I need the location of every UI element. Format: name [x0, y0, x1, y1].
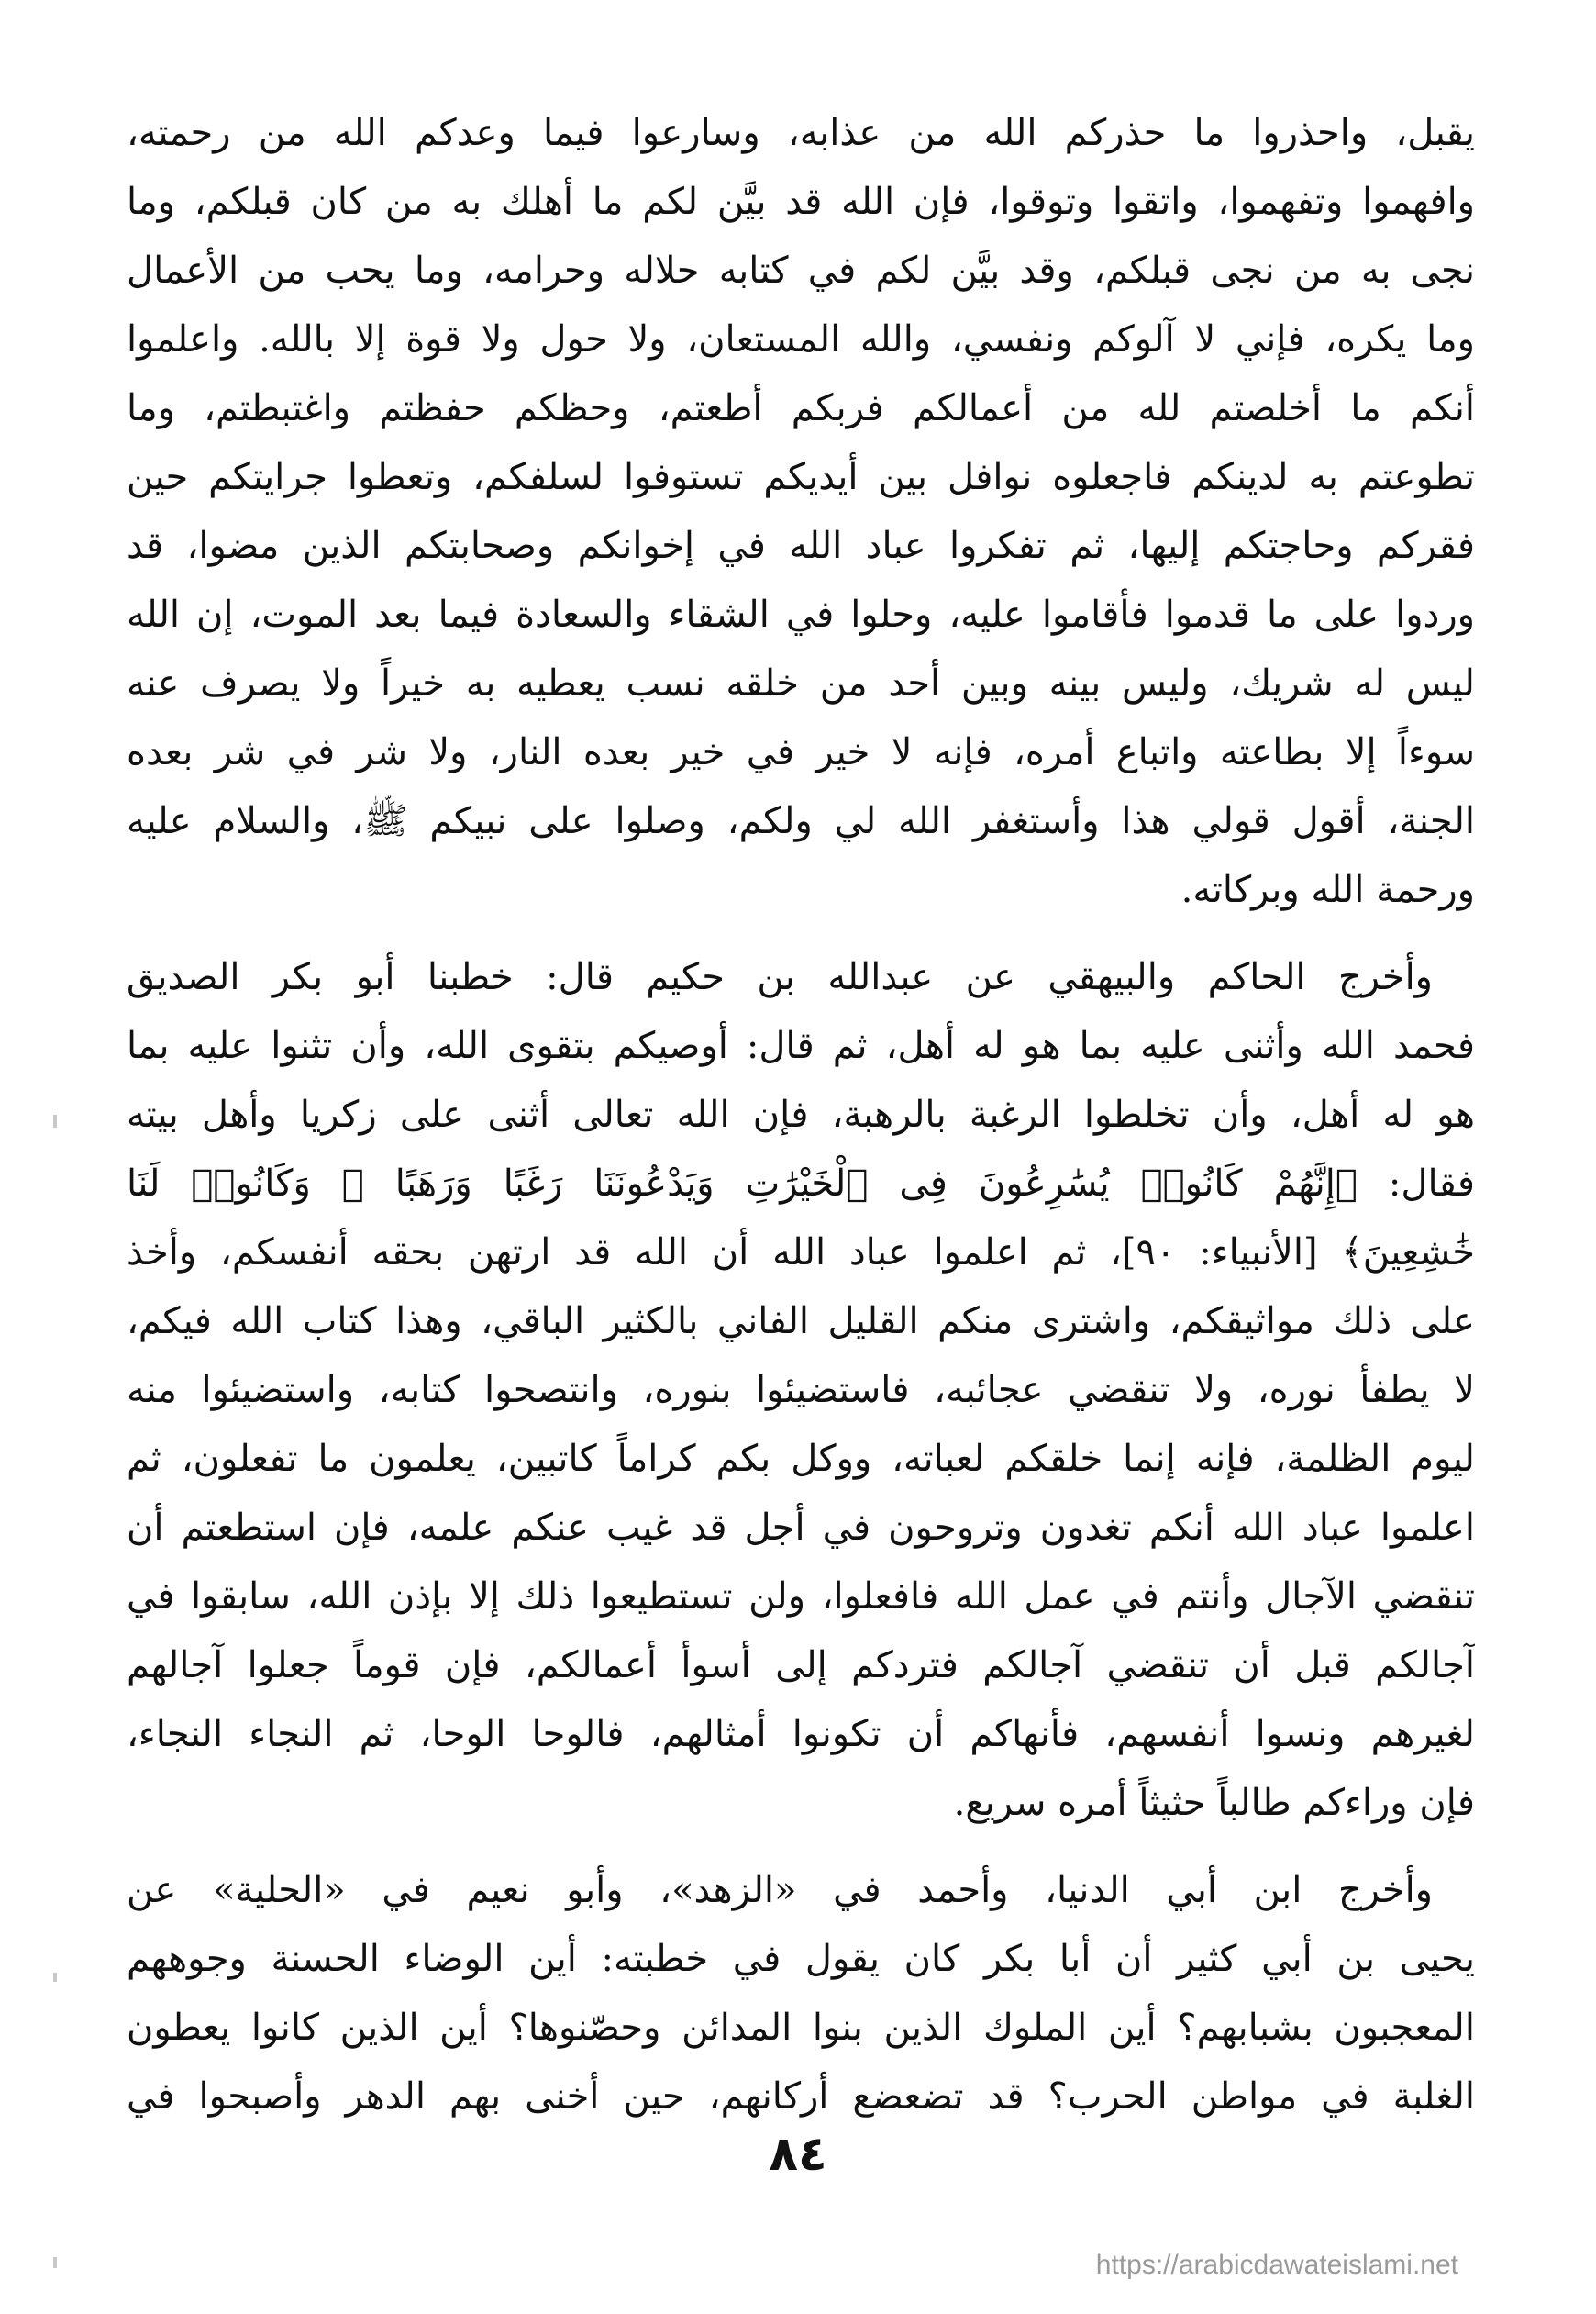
text-line: أنكم ما أخلصتم لله من أعمالكم فربكم أطعتم، وحظكم حفظتم واغتبطتم، وما	[127, 387, 1475, 429]
text-line: تطوعتم به لدينكم فاجعلوه نوافل بين أيديكم تستوفوا لسلفكم، وتعطوا جرايتكم حين	[127, 456, 1475, 498]
scan-margin-mark	[53, 1973, 57, 1982]
scan-margin-mark	[53, 1115, 57, 1128]
text-line: لغيرهم ونسوا أنفسهم، فأنهاكم أن تكونوا أمثالهم، فالوحا الوحا، ثم النجاء النجاء،	[127, 1713, 1475, 1755]
paragraph-2	[127, 943, 1475, 1838]
text-line: ليوم الظلمة، فإنه إنما خلقكم لعباته، ووكل بكم كراماً كاتبين، يعلمون ما تفعلون، ثم	[127, 1438, 1475, 1480]
text-line: اعلموا عباد الله أنكم تغدون وتروحون في أجل قد غيب عنكم علمه، فإن استطعتم أن	[127, 1507, 1475, 1549]
text-line: المعجبون بشبابهم؟ أين الملوك الذين بنوا المدائن وحصّنوها؟ أين الذين كانوا يعطون	[127, 2007, 1475, 2049]
text-line: لا يطفأ نوره، ولا تنقضي عجائبه، فاستضيئوا بنوره، وانتصحوا كتابه، واستضيئوا منه	[127, 1369, 1475, 1411]
text-line: تنقضي الآجال وأنتم في عمل الله فافعلوا، ولن تستطيعوا ذلك إلا بإذن الله، سابقوا في	[127, 1575, 1475, 1618]
text-line: وافهموا وتفهموا، واتقوا وتوقوا، فإن الله قد بيَّن لكم ما أهلك به من كان قبلكم، وما	[127, 181, 1475, 223]
text-line: خَٰشِعِينَ﴾ [الأنبياء: ٩٠]، ثم اعلموا عباد الله أن الله قد ارتهن بحقه أنفسكم، وأخذ	[127, 1231, 1475, 1274]
text-line: وأخرج ابن أبي الدنيا، وأحمد في «الزهد»، وأبو نعيم في «الحلية» عن	[127, 1869, 1433, 1911]
text-line: نجى به من نجى قبلكم، وقد بيَّن لكم في كتابه حلاله وحرامه، وما يحب من الأعمال	[127, 250, 1475, 292]
scan-margin-mark	[53, 2257, 57, 2268]
text-line: فحمد الله وأثنى عليه بما هو له أهل، ثم قال: أوصيكم بتقوى الله، وأن تثنوا عليه بما	[127, 1025, 1475, 1067]
page-number: ٨٤	[769, 2127, 827, 2182]
text-line: يقبل، واحذروا ما حذركم الله من عذابه، وسارعوا فيما وعدكم الله من رحمته،	[127, 112, 1475, 154]
text-line: فقركم وحاجتكم إليها، ثم تفكروا عباد الله في إخوانكم وصحابتكم الذين مضوا، قد	[127, 525, 1475, 567]
watermark-url: https://arabicdawateislami.net	[1095, 2250, 1458, 2280]
text-line: فإن وراءكم طالباً حثيثاً أمره سريع.	[953, 1782, 1475, 1824]
paragraph-gap	[127, 1838, 1475, 1856]
paragraph-1	[127, 99, 1475, 925]
text-line: وردوا على ما قدموا فأقاموا عليه، وحلوا في الشقاء والسعادة فيما بعد الموت، إن الله	[127, 594, 1475, 636]
text-line: الغلبة في مواطن الحرب؟ قد تضعضع أركانهم، حين أخنى بهم الدهر وأصبحوا في	[127, 2075, 1475, 2118]
text-line: آجالكم قبل أن تنقضي آجالكم فتردكم إلى أسوأ أعمالكم، فإن قوماً جعلوا آجالهم	[127, 1644, 1475, 1686]
text-line: ورحمة الله وبركاته.	[1180, 869, 1475, 911]
body-text	[127, 99, 1475, 2131]
quran-verse-line: فقال: ﴿إِنَّهُمْ كَانُوا۟ يُسَٰرِعُونَ فِى ٱلْخَيْرَٰتِ وَيَدْعُونَنَا رَغَبًا وَرَهَبًا ۖ وَكَانُوا۟ لَنَا	[127, 1163, 1475, 1205]
text-line: على ذلك مواثيقكم، واشترى منكم القليل الفاني بالكثير الباقي، وهذا كتاب الله فيكم،	[127, 1300, 1475, 1342]
paragraph-3	[127, 1856, 1475, 2131]
text-line: سوءاً إلا بطاعته واتباع أمره، فإنه لا خير في خير بعده النار، ولا شر في شر بعده	[127, 731, 1475, 773]
paragraph-gap	[127, 925, 1475, 943]
text-line: يحيى بن أبي كثير أن أبا بكر كان يقول في خطبته: أين الوضاء الحسنة وجوههم	[127, 1938, 1475, 1980]
text-line: وما يكره، فإني لا آلوكم ونفسي، والله المستعان، ولا حول ولا قوة إلا بالله. واعلموا	[127, 318, 1475, 361]
text-line: الجنة، أقول قولي هذا وأستغفر الله لي ولكم، وصلوا على نبيكم ﷺ، والسلام عليه	[127, 800, 1475, 842]
text-line: وأخرج الحاكم والبيهقي عن عبدالله بن حكيم قال: خطبنا أبو بكر الصديق	[127, 956, 1433, 998]
text-line: هو له أهل، وأن تخلطوا الرغبة بالرهبة، فإن الله تعالى أثنى على زكريا وأهل بيته	[127, 1094, 1475, 1136]
text-line: ليس له شريك، وليس بينه وبين أحد من خلقه نسب يعطيه به خيراً ولا يصرف عنه	[127, 662, 1475, 705]
